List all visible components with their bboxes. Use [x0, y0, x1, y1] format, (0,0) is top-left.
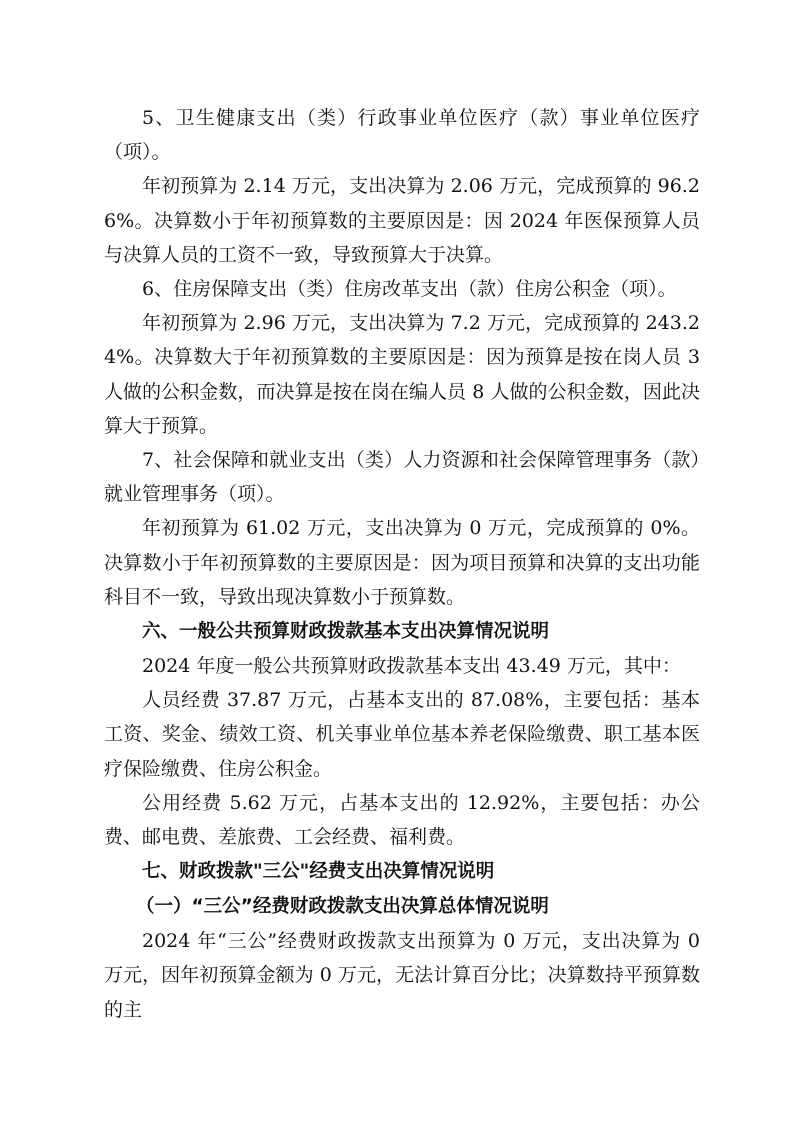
item-5-body: 年初预算为 2.14 万元，支出决算为 2.06 万元，完成预算的 96.26%。决算数小于年初预算数的主要原因是：因 2024 年医保预算人员与决算人员的工资不一致，导致预算大于决算。	[104, 175, 700, 266]
section-7-heading: 七、财政拨款"三公"经费支出决算情况说明	[142, 861, 495, 883]
item-7-title: 7、社会保障和就业支出（类）人力资源和社会保障管理事务（款）就业管理事务（项）。	[104, 449, 700, 506]
section-6-heading: 六、一般公共预算财政拨款基本支出决算情况说明	[142, 621, 550, 643]
personnel-expenses: 人员经费 37.87 万元，占基本支出的 87.08%，主要包括：基本工资、奖金、绩效工资、机关事业单位基本养老保险缴费、职工基本医疗保险缴费、住房公积金。	[104, 689, 700, 780]
section-7-1-heading: （一）“三公”经费财政拨款支出决算总体情况说明	[136, 896, 549, 918]
public-expenses: 公用经费 5.62 万元，占基本支出的 12.92%，主要包括：办公费、邮电费、差旅费、工会经费、福利费。	[104, 791, 700, 849]
item-6-title: 6、住房保障支出（类）住房改革支出（款）住房公积金（项）。	[142, 278, 677, 301]
item-5-title: 5、卫生健康支出（类）行政事业单位医疗（款）事业单位医疗（项）。	[104, 107, 700, 164]
basic-expenditure-total: 2024 年度一般公共预算财政拨款基本支出 43.49 万元，其中：	[142, 655, 681, 678]
item-6-body: 年初预算为 2.96 万元，支出决算为 7.2 万元，完成预算的 243.24%。决算数大于年初预算数的主要原因是：因为预算是按在岗人员 3 人做的公积金数，而决算是按在岗在编人员 8 人做的公积金数，因此决算大于预算。	[104, 312, 700, 437]
three-public-summary: 2024 年“三公”经费财政拨款支出预算为 0 万元，支出决算为 0 万元，因年初预算金额为 0 万元，无法计算百分比；决算数持平预算数的主	[104, 930, 700, 1021]
document-body	[104, 101, 700, 1027]
item-7-body: 年初预算为 61.02 万元，支出决算为 0 万元，完成预算的 0%。决算数小于年初预算数的主要原因是：因为项目预算和决算的支出功能科目不一致，导致出现决算数小于预算数。	[104, 517, 700, 608]
